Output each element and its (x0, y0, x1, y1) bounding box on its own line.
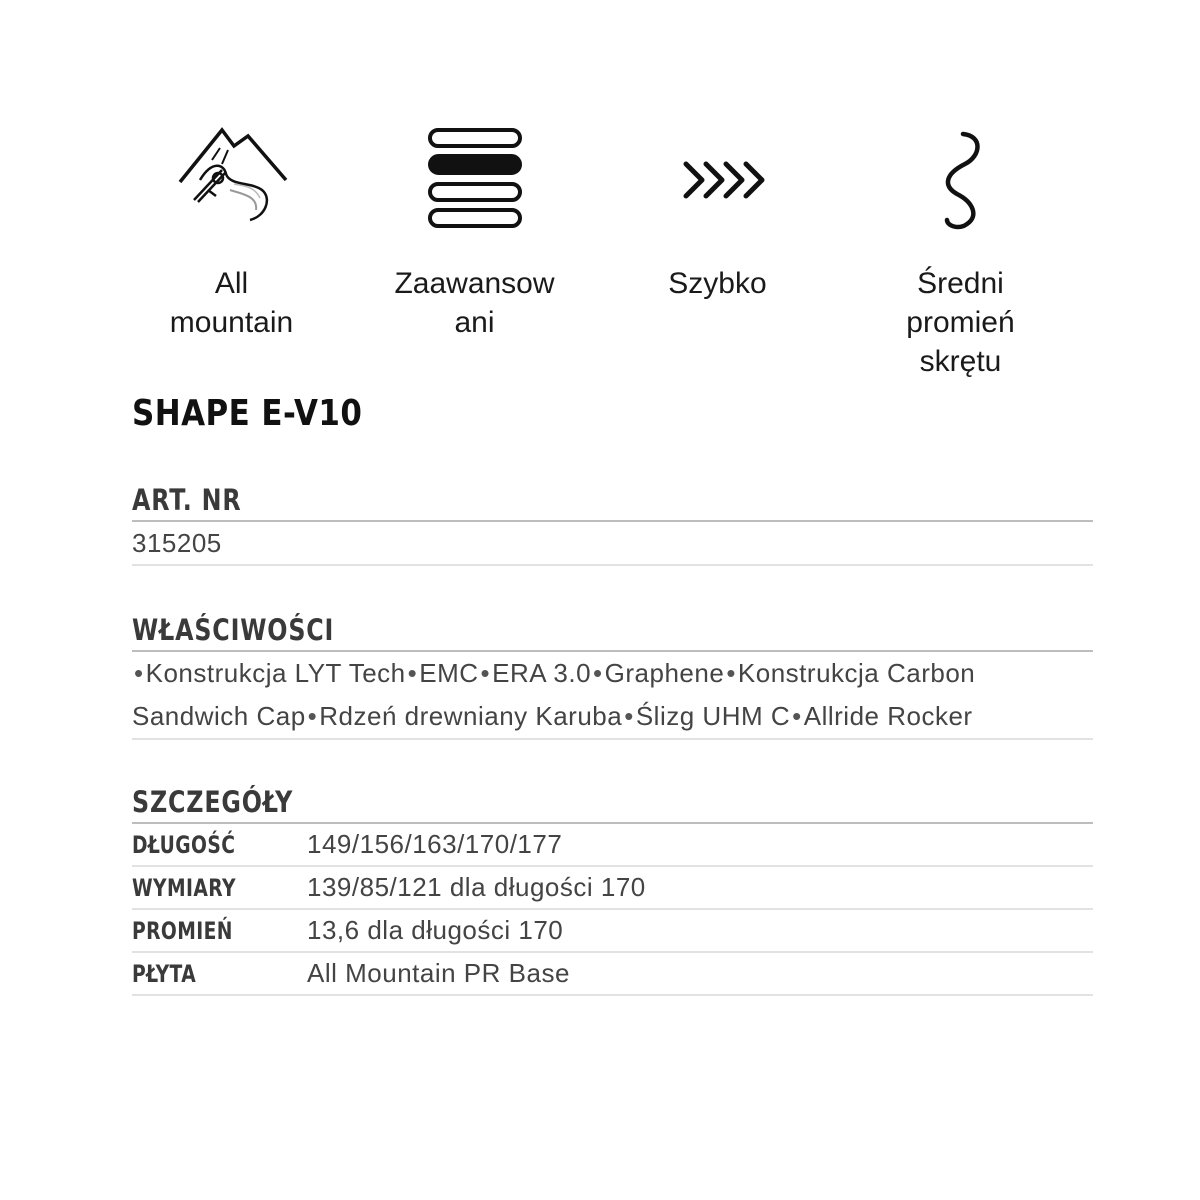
detail-key: DŁUGOŚĆ (132, 830, 236, 859)
detail-row-dimensions (132, 867, 1093, 910)
feature-all-mountain (110, 120, 353, 381)
speed-chevrons-icon (658, 120, 778, 240)
art-nr-value: 315205 (132, 528, 222, 558)
property-item: Graphene (604, 658, 725, 688)
detail-value: 139/85/121 dla długości 170 (307, 872, 646, 902)
level-bars-icon (415, 120, 535, 240)
mountain-skier-icon (172, 120, 292, 240)
feature-label: Średni promień skrętu (906, 267, 1015, 378)
turn-radius-icon (901, 120, 1021, 240)
feature-speed (596, 120, 839, 381)
properties-heading: WŁAŚCIWOŚCI (132, 613, 335, 647)
details-section (132, 782, 1093, 996)
property-item: EMC (419, 658, 479, 688)
detail-value: 149/156/163/170/177 (307, 829, 563, 859)
property-item: Konstrukcja LYT Tech (145, 658, 406, 688)
property-item: ERA 3.0 (492, 658, 592, 688)
property-item: Sandwich Cap (132, 701, 306, 731)
detail-value: All Mountain PR Base (307, 958, 570, 988)
property-item: Konstrukcja Carbon (737, 658, 976, 688)
detail-key: PROMIEŃ (132, 916, 233, 945)
property-item: Allride Rocker (803, 701, 973, 731)
feature-level (353, 120, 596, 381)
properties-section (132, 610, 1093, 740)
details-heading: SZCZEGÓŁY (132, 785, 294, 819)
properties-list (132, 652, 1093, 738)
feature-label: Zaawansow ani (394, 267, 555, 339)
feature-icons-row (110, 120, 1090, 381)
properties-line-2: Sandwich Cap•Rdzeń drewniany Karuba•Ślizg UHM C•Allride Rocker (132, 701, 973, 731)
product-title: SHAPE E-V10 (132, 393, 363, 434)
feature-turn-radius (839, 120, 1082, 381)
feature-label: Szybko (668, 267, 767, 300)
property-item: Ślizg UHM C (635, 701, 791, 731)
property-item: Rdzeń drewniany Karuba (319, 701, 623, 731)
detail-row-plate (132, 953, 1093, 996)
properties-line-1: •Konstrukcja LYT Tech•EMC•ERA 3.0•Graphene•Konstrukcja Carbon (134, 658, 976, 688)
detail-row-length (132, 824, 1093, 867)
detail-value: 13,6 dla długości 170 (307, 915, 564, 945)
art-nr-heading: ART. NR (132, 483, 242, 517)
detail-key: WYMIARY (132, 873, 236, 902)
art-nr-section (132, 480, 1093, 566)
detail-key: PŁYTA (132, 959, 197, 988)
detail-row-radius (132, 910, 1093, 953)
feature-label: All mountain (169, 267, 294, 339)
